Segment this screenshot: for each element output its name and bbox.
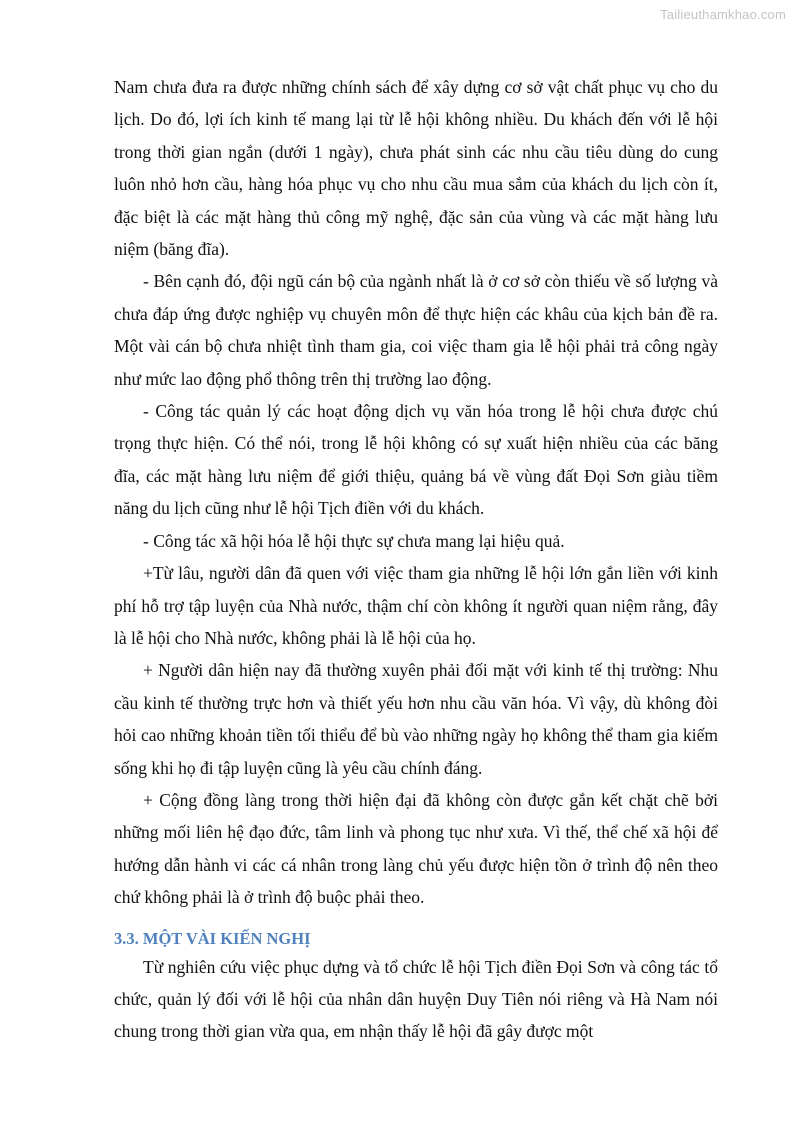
- document-body: [114, 71, 718, 1048]
- paragraph-state-funding: +Từ lâu, người dân đã quen với việc tham gia những lễ hội lớn gắn liền với kinh phí hỗ trợ tập luyện của Nhà nước, thậm chí còn không ít người quan niệm rằng, đây là lễ hội cho Nhà nước, không phải là lễ hội của họ.: [114, 563, 718, 648]
- section-heading: 3.3. MỘT VÀI KIẾN NGHỊ: [114, 928, 311, 948]
- paragraph-staff-shortage: - Bên cạnh đó, đội ngũ cán bộ của ngành nhất là ở cơ sở còn thiếu về số lượng và chưa đáp ứng được nghiệp vụ chuyên môn để thực hiện các khâu của kịch bản đề ra. Một vài cán bộ chưa nhiệt tình tham gia, coi việc tham gia lễ hội phải trả công ngày như mức lao động phổ thông trên thị trường lao động.: [114, 271, 718, 389]
- paragraph-socialization: - Công tác xã hội hóa lễ hội thực sự chưa mang lại hiệu quả.: [143, 530, 565, 551]
- paragraph-village-community: + Cộng đồng làng trong thời hiện đại đã không còn được gắn kết chặt chẽ bởi những mối liên hệ đạo đức, tâm linh và phong tục như xưa. Vì thế, thể chế xã hội để hướng dẫn hành vi các cá nhân trong làng chủ yếu được hiện tồn ở trình độ nên theo chứ không phải là ở trình độ buộc phải theo.: [114, 789, 718, 908]
- paragraph-market-economy: + Người dân hiện nay đã thường xuyên phải đối mặt với kinh tế thị trường: Nhu cầu kinh tế thường trực hơn và thiết yếu hơn nhu cầu văn hóa. Vì vậy, dù không đòi hỏi cao những khoản tiền tối thiểu để bù vào những ngày họ không thể tham gia kiếm sống khi họ đi tập luyện cũng là yêu cầu chính đáng.: [114, 660, 718, 778]
- watermark-text: Tailieuthamkhao.com: [660, 7, 786, 22]
- paragraph-service-management: - Công tác quản lý các hoạt động dịch vụ văn hóa trong lễ hội chưa được chú trọng thực hiện. Có thể nói, trong lễ hội không có sự xuất hiện nhiều của các băng đĩa, các mặt hàng lưu niệm để giới thiệu, quảng bá về vùng đất Đọi Sơn giàu tiềm năng du lịch cũng như lễ hội Tịch điền với du khách.: [114, 401, 718, 519]
- paragraph-continuation: Nam chưa đưa ra được những chính sách để xây dựng cơ sở vật chất phục vụ cho du lịch. Do đó, lợi ích kinh tế mang lại từ lễ hội không nhiều. Du khách đến với lễ hội trong thời gian ngắn (dưới 1 ngày), chưa phát sinh các nhu cầu tiêu dùng do cung luôn nhỏ hơn cầu, hàng hóa phục vụ cho nhu cầu mua sắm của khách du lịch còn ít, đặc biệt là các mặt hàng thủ công mỹ nghệ, đặc sản của vùng và các mặt hàng lưu niệm (băng đĩa).: [114, 77, 718, 260]
- paragraph-recommendations-intro: Từ nghiên cứu việc phục dựng và tổ chức lễ hội Tịch điền Đọi Sơn và công tác tổ chức, quản lý đối với lễ hội của nhân dân huyện Duy Tiên nói riêng và Hà Nam nói chung trong thời gian vừa qua, em nhận thấy lễ hội đã gây được một: [114, 956, 718, 1042]
